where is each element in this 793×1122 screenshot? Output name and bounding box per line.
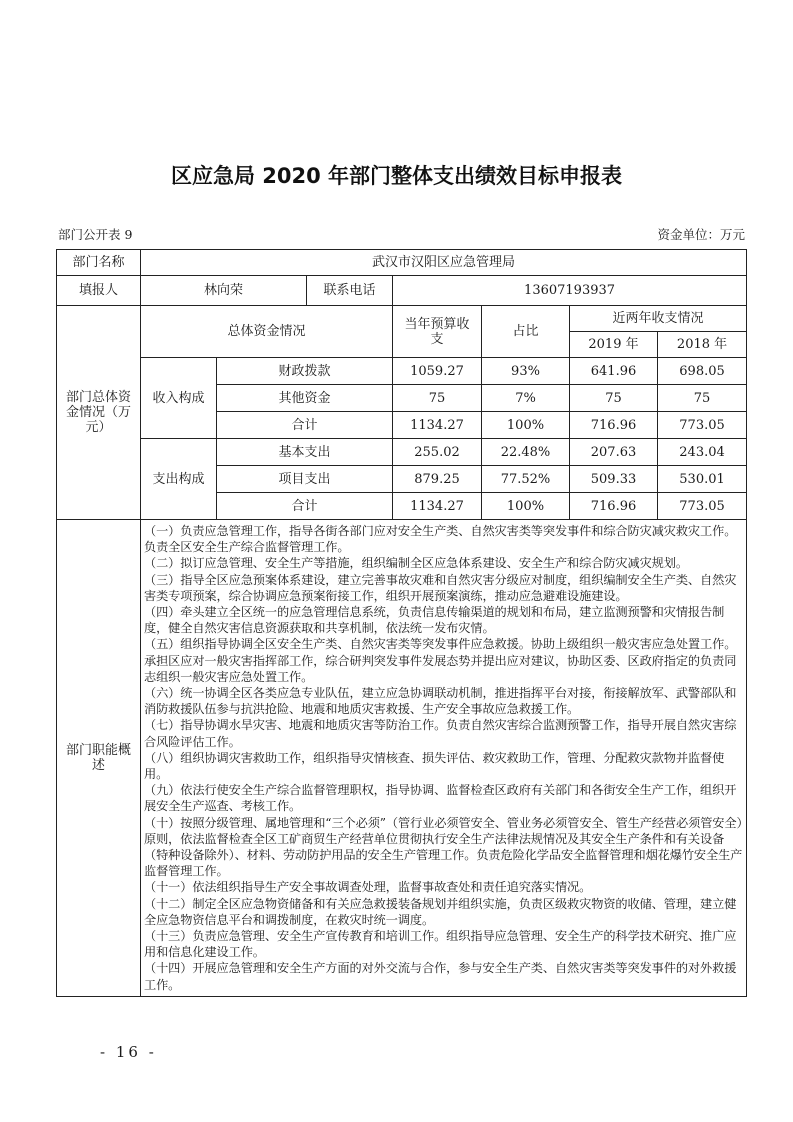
ratio-header: 占比 [482, 306, 570, 358]
year-2018-header: 2018 年 [658, 332, 747, 358]
expense-2018: 773.05 [658, 493, 747, 520]
function-item: （十二）制定全区应急物资储备和有关应急救援装备规划并组织实施，负责区级救灾物资的收储、管理，建立健全应急物资信息平台和调拨制度，在救灾时统一调度。 [144, 896, 737, 927]
filler-value: 林向荣 [141, 276, 307, 306]
income-2018: 75 [658, 385, 747, 412]
recent-header: 近两年收支情况 [570, 306, 747, 332]
income-budget: 75 [393, 385, 482, 412]
expense-2018: 243.04 [658, 439, 747, 466]
function-item: （十一）依法组织指导生产安全事故调查处理，监督事故查处和责任追究落实情况。 [144, 880, 592, 895]
funds-section-label [57, 306, 141, 520]
expense-2019: 509.33 [570, 466, 658, 493]
income-row [57, 358, 747, 385]
expense-row [57, 439, 747, 466]
expense-budget: 255.02 [393, 439, 482, 466]
function-item: （九）依法行使安全生产综合监督管理职权，指导协调、监督检查区政府有关部门和各街安全生产工作，组织开展安全生产巡查、考核工作。 [144, 783, 737, 814]
income-2019: 716.96 [570, 412, 658, 439]
function-item: （二）拟订应急管理、安全生产等措施，组织编制全区应急体系建设、安全生产和综合防灾减灾规划。 [144, 556, 688, 571]
expense-ratio: 100% [482, 493, 570, 520]
function-item: （八）组织协调灾害救助工作，组织指导灾情核查、损失评估、救灾救助工作，管理、分配救灾款物并监督使用。 [144, 750, 725, 782]
table-label: 部门公开表 9 [58, 227, 133, 242]
expense-2018: 530.01 [658, 466, 747, 493]
function-item: （十四）开展应急管理和安全生产方面的对外交流与合作，参与安全生产类、自然灾害类等突发事件的对外救援工作。 [144, 961, 737, 992]
income-2018: 773.05 [658, 412, 747, 439]
income-ratio: 93% [482, 358, 570, 385]
dept-name-value: 武汉市汉阳区应急管理局 [141, 250, 747, 276]
phone-label: 联系电话 [307, 276, 393, 306]
functions-row [57, 520, 747, 997]
unit-label: 资金单位：万元 [657, 227, 745, 242]
income-ratio: 7% [482, 385, 570, 412]
page-number: - 16 - [100, 1043, 157, 1061]
income-item: 财政拨款 [217, 358, 393, 385]
income-2019: 641.96 [570, 358, 658, 385]
function-item: （五）组织指导协调全区安全生产类、自然灾害类等突发事件应急救援。协助上级组织一般灾害应急处置工作。承担区应对一般灾害指挥部工作，综合研判突发事件发展态势并提出应对建议，协助区委、区政府指定的负责同志组织一般灾害应急处置工作。 [144, 637, 737, 684]
function-item: （十三）负责应急管理、安全生产宣传教育和培训工作。组织指导应急管理、安全生产的科学技术研究、推广应用和信息化建设工作。 [144, 929, 737, 960]
income-budget: 1059.27 [393, 358, 482, 385]
expense-item: 项目支出 [217, 466, 393, 493]
budget-header: 当年预算收支 [393, 306, 482, 358]
functions-label-text: 部门职能概述 [65, 742, 131, 773]
functions-description [141, 520, 747, 997]
function-item: （七）指导协调水旱灾害、地震和地质灾害等防治工作。负责自然灾害综合监测预警工作，指导开展自然灾害综合风险评估工作。 [144, 718, 737, 749]
phone-value: 13607193937 [393, 276, 747, 306]
income-2018: 698.05 [658, 358, 747, 385]
expense-2019: 207.63 [570, 439, 658, 466]
expense-2019: 716.96 [570, 493, 658, 520]
function-item: （三）指导全区应急预案体系建设，建立完善事故灾难和自然灾害分级应对制度，组织编制安全生产类、自然灾害类专项预案，综合协调应急预案衔接工作，组织开展预案演练，推动应急避难设施建设。 [144, 572, 737, 603]
dept-name-label: 部门名称 [57, 250, 141, 276]
expense-item: 基本支出 [217, 439, 393, 466]
income-budget: 1134.27 [393, 412, 482, 439]
income-ratio: 100% [482, 412, 570, 439]
filler-label: 填报人 [57, 276, 141, 306]
page-title: 区应急局 2020 年部门整体支出绩效目标申报表 [170, 164, 623, 188]
overall-header: 总体资金情况 [141, 306, 393, 358]
function-item: （六）统一协调全区各类应急专业队伍，建立应急协调联动机制，推进指挥平台对接，衔接解放军、武警部队和消防救援队伍参与抗洪抢险、地震和地质灾害救援、生产安全事故应急救援工作。 [144, 686, 737, 717]
expense-item: 合计 [217, 493, 393, 520]
funds-section-label-text: 部门总体资金情况（万元） [65, 390, 131, 435]
function-item: （十）按照分级管理、属地管理和“三个必须”（管行业必须管安全、管业务必须管安全、管生产经营必须管安全）原则，依法监督检查全区工矿商贸生产经营单位贯彻执行安全生产法律法规情况及其安全生产条件和有关设备（特种设备除外）、材料、劳动防护用品的安全生产管理工作。负责危险化学品安全监督管理和烟花爆竹安全生产监督管理工作。 [144, 815, 743, 879]
income-label: 收入构成 [141, 358, 217, 439]
expense-ratio: 22.48% [482, 439, 570, 466]
filler-row [57, 276, 747, 306]
income-item: 其他资金 [217, 385, 393, 412]
funds-header-row-1 [57, 306, 747, 332]
income-item: 合计 [217, 412, 393, 439]
function-item: （一）负责应急管理工作，指导各街各部门应对安全生产类、自然灾害类等突发事件和综合防灾减灾救灾工作。 负责全区安全生产综合监督管理工作。 [144, 524, 737, 555]
income-2019: 75 [570, 385, 658, 412]
expense-budget: 1134.27 [393, 493, 482, 520]
functions-label [57, 520, 141, 997]
dept-name-row [57, 250, 747, 276]
year-2019-header: 2019 年 [570, 332, 658, 358]
function-item: （四）牵头建立全区统一的应急管理信息系统，负责信息传输渠道的规划和布局，建立监测预警和灾情报告制度，健全自然灾害信息资源获取和共享机制，依法统一发布灾情。 [144, 605, 725, 636]
performance-table [56, 249, 747, 997]
expense-budget: 879.25 [393, 466, 482, 493]
expense-label: 支出构成 [141, 439, 217, 520]
expense-ratio: 77.52% [482, 466, 570, 493]
